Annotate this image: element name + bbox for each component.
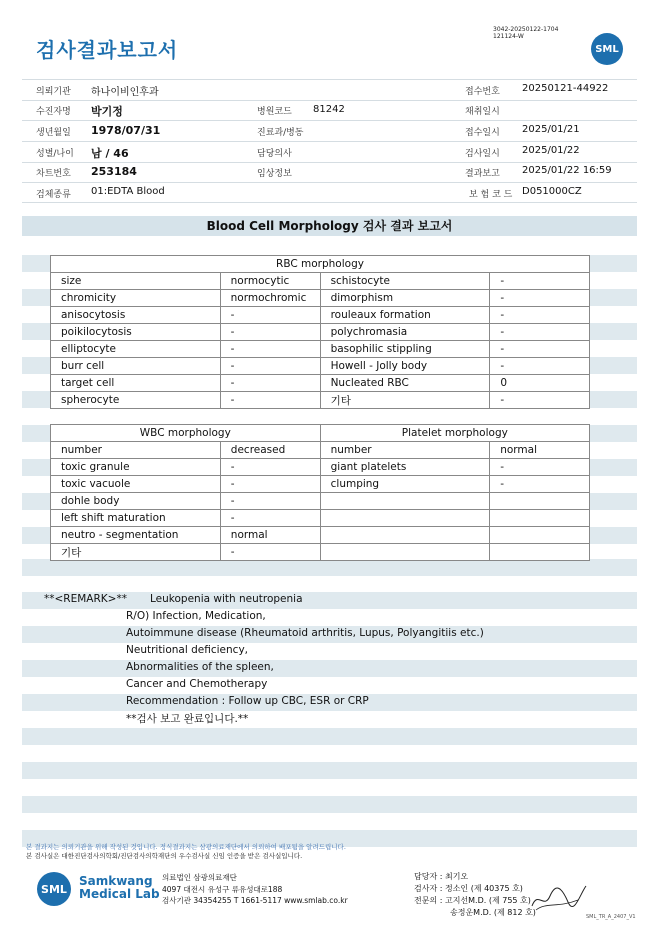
row-value: - (220, 510, 320, 527)
remark-line: Autoimmune disease (Rheumatoid arthritis, Lupus, Polyangitiis etc.) (126, 627, 484, 639)
row-label: schistocyte (320, 273, 490, 290)
doctor-label: 담당의사 (257, 149, 292, 159)
remark-line: Neutritional deficiency, (126, 644, 248, 656)
document-id (493, 26, 558, 40)
row-value: - (220, 324, 320, 341)
remark-line: R/O) Infection, Medication, (126, 610, 266, 622)
sml-footer-logo: SML (37, 872, 71, 906)
row-value: - (220, 459, 320, 476)
staff-specialist-2: 송정운M.D. (제 812 호) (450, 908, 536, 917)
wbc-platelet-table-row (51, 544, 590, 561)
divider (22, 162, 637, 163)
report-date-label: 결과보고 (465, 169, 500, 179)
row-label: elliptocyte (51, 341, 221, 358)
rbc-table-row (51, 273, 590, 290)
report-title-korean: 검사결과보고서 (36, 38, 179, 62)
rbc-table-row (51, 341, 590, 358)
row-label: neutro - segmentation (51, 527, 221, 544)
remark-line: Recommendation : Follow up CBC, ESR or CRP (126, 695, 369, 707)
receipt-date-value: 2025/01/21 (522, 124, 580, 135)
row-value: - (220, 307, 320, 324)
wbc-platelet-table-row (51, 476, 590, 493)
rbc-table-row (51, 324, 590, 341)
divider (22, 79, 637, 80)
footer-org: 의료법인 삼광의료재단 (162, 873, 237, 882)
row-label: clumping (320, 476, 490, 493)
row-value: - (490, 290, 590, 307)
row-value: - (220, 476, 320, 493)
background-band (22, 728, 637, 745)
rbc-table-header: RBC morphology (51, 256, 590, 273)
row-label: chromicity (51, 290, 221, 307)
row-label: dohle body (51, 493, 221, 510)
rbc-table-row (51, 392, 590, 409)
row-label: giant platelets (320, 459, 490, 476)
background-band (22, 762, 637, 779)
row-label: spherocyte (51, 392, 221, 409)
wbc-table-header: WBC morphology (51, 425, 321, 442)
divider (22, 100, 637, 101)
row-value: 0 (490, 375, 590, 392)
footer-note: 본 결과지는 의뢰기관을 위해 작성된 것입니다. 정식결과지는 삼광의료재단에서 의뢰하여 배포됨을 알려드립니다. (26, 843, 346, 851)
signature-image (528, 880, 588, 914)
staff-in-charge: 담당자 : 최기오 (414, 872, 469, 881)
dob-value: 1978/07/31 (91, 124, 161, 137)
row-label (320, 510, 490, 527)
row-value: - (220, 392, 320, 409)
row-value: decreased (220, 442, 320, 459)
row-value: normochromic (220, 290, 320, 307)
row-value: normal (220, 527, 320, 544)
row-value: - (490, 341, 590, 358)
clinic-label: 의뢰기관 (36, 87, 71, 97)
divider (22, 120, 637, 121)
rbc-morphology-table (50, 255, 590, 409)
wbc-platelet-table-row (51, 527, 590, 544)
receipt-date-label: 접수일시 (465, 128, 500, 138)
morphology-report-title: Blood Cell Morphology 검사 결과 보고서 (22, 216, 637, 236)
hospital-code-label: 병원코드 (257, 107, 292, 117)
row-value: normal (490, 442, 590, 459)
background-band (22, 796, 637, 813)
row-label: 기타 (51, 544, 221, 561)
row-label: dimorphism (320, 290, 490, 307)
row-label: poikilocytosis (51, 324, 221, 341)
row-value (490, 544, 590, 561)
row-label (320, 527, 490, 544)
row-value (490, 493, 590, 510)
row-label: toxic vacuole (51, 476, 221, 493)
insurance-code-value: D051000CZ (522, 186, 582, 197)
footer-contact: 검사기관 34354255 T 1661-5117 www.smlab.co.kr (162, 896, 348, 905)
remark-line: Abnormalities of the spleen, (126, 661, 274, 673)
platelet-table-header: Platelet morphology (320, 425, 589, 442)
row-label: number (320, 442, 490, 459)
rbc-table-row (51, 375, 590, 392)
patient-name-label: 수진자명 (36, 107, 71, 117)
rbc-table-row (51, 307, 590, 324)
row-value: - (220, 341, 320, 358)
row-value (490, 527, 590, 544)
brand-name-line2: Medical Lab (79, 887, 160, 901)
chart-no-label: 차트번호 (36, 169, 71, 179)
row-value: - (490, 392, 590, 409)
row-value: - (490, 307, 590, 324)
insurance-code-label: 보 험 코 드 (469, 190, 513, 200)
brand-name (79, 875, 160, 901)
table-header-row (51, 425, 590, 442)
row-value: - (220, 375, 320, 392)
row-label: burr cell (51, 358, 221, 375)
chart-no-value: 253184 (91, 165, 137, 178)
test-date-label: 검사일시 (465, 149, 500, 159)
remark-label: **<REMARK>** (44, 593, 127, 605)
document-id-line2: 121124-W (493, 33, 524, 40)
wbc-platelet-table-row (51, 510, 590, 527)
sex-age-label: 성별/나이 (36, 149, 74, 159)
remark-line: Leukopenia with neutropenia (150, 593, 303, 605)
report-date-value: 2025/01/22 16:59 (522, 165, 612, 176)
clinical-info-label: 임상정보 (257, 169, 292, 179)
test-date-value: 2025/01/22 (522, 145, 580, 156)
divider (22, 202, 637, 203)
row-label: Nucleated RBC (320, 375, 490, 392)
row-label: anisocytosis (51, 307, 221, 324)
footer-address: 4097 대전시 유성구 류유성대로188 (162, 885, 283, 894)
wbc-platelet-table-row (51, 459, 590, 476)
receipt-no-label: 접수번호 (465, 87, 500, 97)
receipt-no-value: 20250121-44922 (522, 83, 609, 94)
row-label: polychromasia (320, 324, 490, 341)
divider (22, 182, 637, 183)
row-label: number (51, 442, 221, 459)
clinic-value: 하나이비인후과 (91, 87, 159, 98)
row-value (490, 510, 590, 527)
remark-line: Cancer and Chemotherapy (126, 678, 268, 690)
row-value: normocytic (220, 273, 320, 290)
sex-age-value: 남 / 46 (91, 147, 129, 160)
form-code: SML_TR_A_2407_V1 (586, 914, 636, 920)
row-label: Howell - Jolly body (320, 358, 490, 375)
row-value: - (490, 324, 590, 341)
row-label: left shift maturation (51, 510, 221, 527)
row-value: - (220, 358, 320, 375)
row-label: target cell (51, 375, 221, 392)
row-label: size (51, 273, 221, 290)
document-id-line1: 3042-20250122-1704 (493, 26, 559, 33)
row-label: rouleaux formation (320, 307, 490, 324)
row-value: - (490, 358, 590, 375)
staff-specialist: 전문의 : 고지선M.D. (제 755 호) (414, 896, 531, 905)
specimen-label: 검체종류 (36, 190, 71, 200)
rbc-table-row (51, 358, 590, 375)
row-value: - (490, 273, 590, 290)
background-band (22, 559, 637, 576)
sml-logo: SML (591, 33, 623, 65)
row-value: - (220, 493, 320, 510)
hospital-code-value: 81242 (313, 104, 345, 115)
background-band (22, 660, 637, 677)
brand-name-line1: Samkwang (79, 874, 153, 888)
row-value: - (220, 544, 320, 561)
row-label: 기타 (320, 392, 490, 409)
wbc-platelet-table-row (51, 442, 590, 459)
row-value: - (490, 476, 590, 493)
wbc-platelet-table-row (51, 493, 590, 510)
footer-accreditation: 본 검사실은 대한진단검사의학회/진단검사의학재단의 우수검사실 신임 인증을 받은 검사실입니다. (26, 852, 303, 860)
rbc-table-row (51, 290, 590, 307)
remark-line: **검사 보고 완료입니다.** (126, 713, 249, 725)
row-label: basophilic stippling (320, 341, 490, 358)
wbc-platelet-morphology-table (50, 424, 590, 561)
divider (22, 141, 637, 142)
row-label: toxic granule (51, 459, 221, 476)
patient-name-value: 박기정 (91, 105, 123, 118)
staff-tester: 검사자 : 정소인 (제 40375 호) (414, 884, 523, 893)
dob-label: 생년월일 (36, 128, 71, 138)
table-header-row (51, 256, 590, 273)
dept-label: 진료과/병동 (257, 128, 304, 138)
specimen-value: 01:EDTA Blood (91, 186, 165, 197)
collect-date-label: 채취일시 (465, 107, 500, 117)
row-label (320, 493, 490, 510)
row-value: - (490, 459, 590, 476)
row-label (320, 544, 490, 561)
